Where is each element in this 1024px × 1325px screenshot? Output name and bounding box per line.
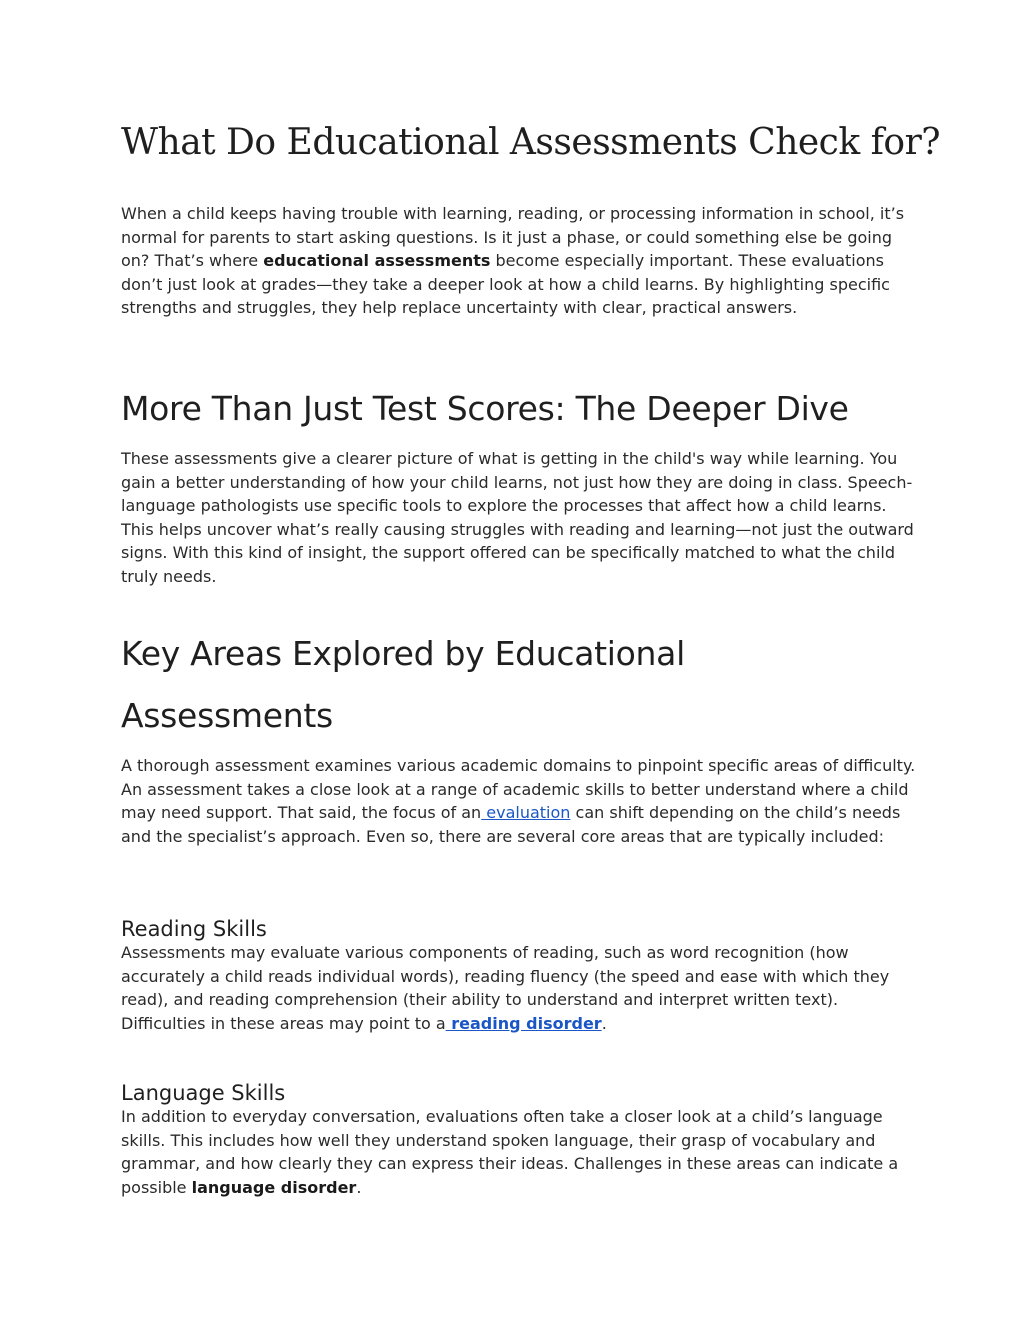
intro-text-start: When a child keeps having trouble with learning, reading, or processing information in school, it’s normal for parents to start asking questions. Is it just a phase, or could something else be going on? That’s where xyxy=(121,204,905,270)
language-skills-paragraph xyxy=(121,1105,921,1199)
reading-disorder-link[interactable]: reading disorder xyxy=(445,1013,602,1033)
intro-paragraph xyxy=(121,202,921,320)
subheading-reading-skills: Reading Skills xyxy=(121,917,267,941)
language-text-start: In addition to everyday conversation, evaluations often take a closer look at a child’s language skills. This includes how well they understand spoken language, their grasp of vocabulary and grammar, and how clearly they can express their ideas. Challenges in these areas can indicate a possible xyxy=(121,1107,899,1197)
key-areas-text-start: A thorough assessment examines various academic domains to pinpoint specific areas of difficulty. An assessment takes a close look at a range of academic skills to better understand where a child may need support. That said, the focus of an xyxy=(121,756,916,822)
section-paragraph-key-areas xyxy=(121,754,921,848)
section-heading-key-areas: Key Areas Explored by Educational Assessments xyxy=(121,634,685,735)
intro-text-end: become especially important. These evaluations don’t just look at grades—they take a deeper look at how a child learns. By highlighting specific strengths and struggles, they help replace uncertainty with clear, practical answers. xyxy=(121,251,890,317)
reading-skills-paragraph xyxy=(121,941,921,1035)
reading-text-end: . xyxy=(601,1013,607,1033)
language-text-end: . xyxy=(356,1177,362,1197)
intro-bold-term: educational assessments xyxy=(263,251,491,270)
subheading-language-skills: Language Skills xyxy=(121,1081,286,1105)
language-disorder-term: language disorder xyxy=(191,1177,357,1197)
section-heading-deeper-dive: More Than Just Test Scores: The Deeper Dive xyxy=(121,389,849,428)
key-areas-text-end: can shift depending on the child’s needs and the specialist’s approach. Even so, there are several core areas that are typically included: xyxy=(121,803,901,846)
reading-text-start: Assessments may evaluate various components of reading, such as word recognition (how accurately a child reads individual words), reading fluency (the speed and ease with which they read), and reading comprehension (their ability to understand and interpret written text). Difficulties in these areas may point to a xyxy=(121,943,890,1033)
section-paragraph-deeper-dive: These assessments give a clearer picture of what is getting in the child's way while learning. You gain a better understanding of how your child learns, not just how they are doing in class. Speech-language pathologists use specific tools to explore the processes that affect how a child learns. This helps uncover what’s really causing struggles with reading and learning—not just the outward signs. With this kind of insight, the support offered can be specifically matched to what the child truly needs. xyxy=(121,449,914,586)
evaluation-link[interactable]: evaluation xyxy=(481,803,571,822)
page-title: What Do Educational Assessments Check for? xyxy=(121,122,941,163)
